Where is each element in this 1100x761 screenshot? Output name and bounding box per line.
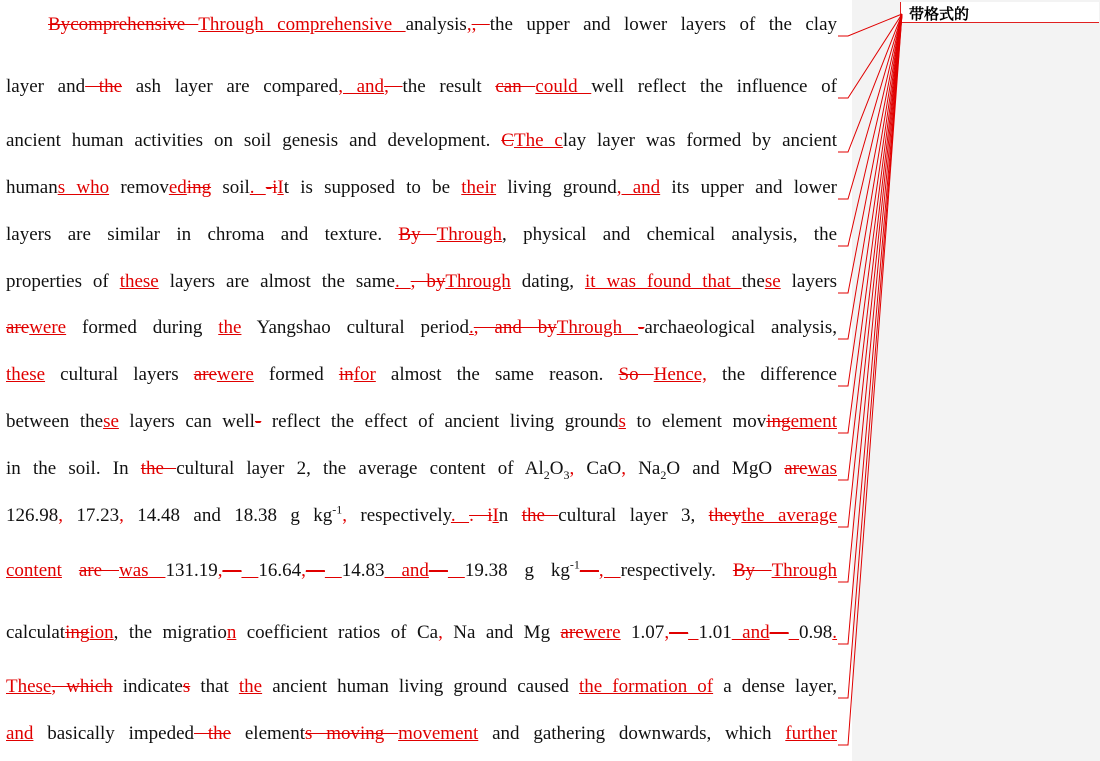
text-run: living ground bbox=[496, 177, 617, 198]
inserted-text: , bbox=[301, 560, 306, 581]
text-run: lay layer was formed by ancient bbox=[562, 130, 837, 151]
deleted-text: , which bbox=[51, 676, 113, 697]
text-run: 2 bbox=[660, 467, 667, 482]
inserted-text: were bbox=[29, 317, 67, 338]
text-line bbox=[6, 270, 837, 294]
deleted-text: the bbox=[521, 505, 559, 526]
text-run: coefficient ratios of Ca bbox=[236, 622, 439, 643]
text-run: and MgO bbox=[692, 458, 785, 479]
text-run: 14.48 and 18.38 bbox=[123, 505, 291, 526]
text-run: the result bbox=[402, 76, 496, 97]
text-run: indicate bbox=[112, 676, 183, 697]
deleted-text: are bbox=[784, 458, 808, 479]
text-line bbox=[6, 457, 837, 481]
deleted-text: are bbox=[78, 560, 119, 581]
inserted-text: n bbox=[226, 622, 237, 643]
text-run: human bbox=[6, 177, 58, 198]
text-run: layer and bbox=[6, 76, 86, 97]
deleted-text: ing bbox=[186, 177, 212, 198]
inserted-text: , bbox=[342, 505, 347, 526]
balloon-label: 带格式的 bbox=[909, 5, 970, 23]
text-run: , the migratio bbox=[113, 622, 227, 643]
text-run: -1 bbox=[332, 502, 343, 517]
inserted-text: these bbox=[6, 364, 46, 385]
text-run: , physical and chemical analysis, the bbox=[502, 224, 838, 245]
deleted-text: can bbox=[495, 76, 536, 97]
inserted-text: s bbox=[618, 411, 626, 432]
inserted-text: further bbox=[785, 723, 837, 744]
text-run: 17.23 bbox=[63, 505, 120, 526]
inserted-text: , and bbox=[338, 76, 385, 97]
deleted-text: — bbox=[305, 560, 325, 581]
deleted-text: , bbox=[384, 76, 403, 97]
inserted-text: These bbox=[6, 676, 52, 697]
text-run: respectively bbox=[346, 505, 451, 526]
inserted-text: . bbox=[394, 271, 411, 292]
text-run: its upper and lower bbox=[660, 177, 838, 198]
inserted-text: Through bbox=[445, 271, 511, 292]
inserted-text: was bbox=[807, 458, 837, 479]
text-run: layers bbox=[780, 271, 837, 292]
text-run: layers are similar in chroma and texture. bbox=[6, 224, 399, 245]
deleted-text: So bbox=[618, 364, 654, 385]
deleted-text: , bbox=[471, 14, 490, 35]
markup-margin bbox=[852, 0, 1100, 761]
text-run: 19.38 g kg bbox=[464, 560, 570, 581]
text-run: element bbox=[231, 723, 305, 744]
inserted-text: the bbox=[238, 676, 263, 697]
text-run: dating, bbox=[510, 271, 585, 292]
deleted-text: By bbox=[48, 14, 71, 35]
inserted-text: Through comprehensive bbox=[198, 14, 406, 35]
deleted-text: s moving bbox=[305, 723, 399, 744]
text-run: in the soil. In bbox=[6, 458, 141, 479]
inserted-text: , bbox=[438, 622, 443, 643]
inserted-text: ed bbox=[168, 177, 187, 198]
text-run: analysis bbox=[405, 14, 467, 35]
text-run: 1.07 bbox=[620, 622, 665, 643]
inserted-text: and bbox=[6, 723, 34, 744]
inserted-text: the average bbox=[741, 505, 838, 526]
deleted-text: ing bbox=[766, 411, 791, 432]
inserted-text: , bbox=[569, 458, 575, 479]
text-run: properties of bbox=[6, 271, 120, 292]
text-run: the upper and lower layers of the clay bbox=[489, 14, 838, 35]
text-run: a dense layer, bbox=[713, 676, 838, 697]
text-run: 1.01 bbox=[698, 622, 732, 643]
deleted-text: C bbox=[501, 130, 514, 151]
text-run: archaeological analysis, bbox=[644, 317, 837, 338]
deleted-text: they bbox=[708, 505, 742, 526]
deleted-text: ing bbox=[65, 622, 90, 643]
deleted-text: are bbox=[6, 317, 30, 338]
inserted-text: were bbox=[216, 364, 254, 385]
text-run: cultural layer 3, bbox=[558, 505, 709, 526]
text-run: CaO bbox=[574, 458, 622, 479]
inserted-text: was bbox=[118, 560, 166, 581]
deleted-text: — bbox=[428, 560, 448, 581]
inserted-text bbox=[448, 560, 465, 581]
text-run: ancient human living ground caused bbox=[262, 676, 579, 697]
text-line bbox=[6, 675, 837, 699]
inserted-text: the bbox=[218, 317, 242, 338]
inserted-text: . bbox=[469, 317, 474, 338]
inserted-text: the formation of bbox=[579, 676, 714, 697]
deleted-text: the bbox=[85, 76, 123, 97]
inserted-text: se bbox=[103, 411, 119, 432]
deleted-text: - bbox=[638, 317, 645, 338]
deleted-text: the bbox=[140, 458, 177, 479]
text-line bbox=[6, 223, 837, 247]
text-run: 126.98 bbox=[6, 505, 59, 526]
text-run: soil bbox=[211, 177, 250, 198]
text-run: n bbox=[498, 505, 522, 526]
inserted-text: ement bbox=[790, 411, 837, 432]
text-run: 131.19 bbox=[165, 560, 218, 581]
inserted-text: Hence, bbox=[653, 364, 707, 385]
text-line bbox=[6, 176, 837, 200]
text-run: basically impeded bbox=[33, 723, 195, 744]
text-run: formed bbox=[253, 364, 339, 385]
inserted-text: , and bbox=[616, 177, 661, 198]
deleted-text: , by bbox=[410, 271, 446, 292]
text-run: g kg bbox=[290, 505, 333, 526]
text-line bbox=[48, 13, 837, 37]
deleted-text: are bbox=[560, 622, 584, 643]
text-run: the difference bbox=[706, 364, 837, 385]
text-run: the bbox=[741, 271, 765, 292]
inserted-text bbox=[241, 560, 258, 581]
inserted-text bbox=[789, 622, 799, 643]
inserted-text: , bbox=[119, 505, 124, 526]
text-run: 2 bbox=[543, 467, 550, 482]
inserted-text: . bbox=[450, 505, 470, 526]
deleted-text: , and by bbox=[473, 317, 557, 338]
text-run: 0.98 bbox=[799, 622, 833, 643]
text-run: that bbox=[190, 676, 239, 697]
inserted-text bbox=[688, 622, 698, 643]
deleted-text: s bbox=[182, 676, 191, 697]
inserted-text: their bbox=[461, 177, 497, 198]
deleted-text: By bbox=[398, 224, 437, 245]
text-run: t is supposed to be bbox=[283, 177, 462, 198]
text-run: -1 bbox=[569, 557, 580, 572]
text-run: O bbox=[666, 458, 693, 479]
deleted-text: comprehensive bbox=[70, 14, 199, 35]
text-run: well reflect the influence of bbox=[591, 76, 838, 97]
inserted-text: movement bbox=[398, 723, 479, 744]
inserted-text: The c bbox=[513, 130, 563, 151]
text-run: reflect the effect of ancient living ground bbox=[261, 411, 619, 432]
deleted-text: . i bbox=[469, 505, 493, 526]
text-run: cultural layers bbox=[45, 364, 194, 385]
inserted-text: . bbox=[249, 177, 266, 198]
inserted-text: Through bbox=[556, 317, 639, 338]
inserted-text: for bbox=[353, 364, 376, 385]
text-run: respectively. bbox=[620, 560, 733, 581]
inserted-text: ion bbox=[89, 622, 114, 643]
inserted-text: Through bbox=[771, 560, 838, 581]
text-run: 3 bbox=[563, 467, 570, 482]
text-line bbox=[6, 129, 837, 153]
inserted-text: , bbox=[621, 458, 627, 479]
text-run: O bbox=[549, 458, 564, 479]
text-run: Yangshao cultural period bbox=[241, 317, 470, 338]
text-run: layers can well bbox=[118, 411, 255, 432]
text-run: 14.83 bbox=[341, 560, 385, 581]
inserted-text: . bbox=[832, 622, 838, 643]
text-line bbox=[6, 621, 837, 645]
inserted-text: , bbox=[664, 622, 670, 643]
deleted-text: — bbox=[669, 622, 689, 643]
text-line bbox=[6, 722, 837, 746]
text-run bbox=[62, 560, 79, 581]
inserted-text: , bbox=[466, 14, 472, 35]
inserted-text: it was found that bbox=[584, 271, 742, 292]
text-run: formed during bbox=[66, 317, 219, 338]
text-line bbox=[6, 559, 837, 583]
inserted-text bbox=[325, 560, 342, 581]
text-run: ancient human activities on soil genesis and development. bbox=[6, 130, 502, 151]
deleted-text: the bbox=[194, 723, 232, 744]
deleted-text: — bbox=[579, 560, 599, 581]
inserted-text: se bbox=[764, 271, 781, 292]
inserted-text: I bbox=[277, 177, 284, 198]
deleted-text: — bbox=[222, 560, 242, 581]
text-line bbox=[6, 410, 837, 434]
deleted-text: By bbox=[732, 560, 772, 581]
deleted-text: are bbox=[193, 364, 217, 385]
inserted-text: , bbox=[598, 560, 621, 581]
text-run: calculat bbox=[6, 622, 66, 643]
inserted-text: , bbox=[217, 560, 223, 581]
deleted-text: — bbox=[769, 622, 789, 643]
deleted-text: - bbox=[254, 411, 262, 432]
inserted-text: could bbox=[535, 76, 592, 97]
inserted-text: were bbox=[583, 622, 621, 643]
text-run: 16.64 bbox=[258, 560, 302, 581]
text-run: ash layer are compared bbox=[122, 76, 339, 97]
text-run: almost the same reason. bbox=[375, 364, 619, 385]
deleted-text: in bbox=[338, 364, 354, 385]
text-line bbox=[6, 316, 837, 340]
text-line bbox=[6, 504, 837, 528]
text-line bbox=[6, 75, 837, 99]
text-run: between the bbox=[6, 411, 104, 432]
inserted-text: s who bbox=[57, 177, 110, 198]
inserted-text: I bbox=[492, 505, 499, 526]
inserted-text: content bbox=[6, 560, 62, 581]
text-run: Na and Mg bbox=[442, 622, 561, 643]
inserted-text: and bbox=[384, 560, 429, 581]
inserted-text: and bbox=[731, 622, 770, 643]
deleted-text: - bbox=[265, 177, 273, 198]
text-run: and gathering downwards, which bbox=[478, 723, 786, 744]
inserted-text: , bbox=[58, 505, 63, 526]
text-run: to element mov bbox=[625, 411, 767, 432]
comment-balloon[interactable] bbox=[900, 2, 1099, 23]
text-run: cultural layer 2, the average content of Al bbox=[176, 458, 544, 479]
inserted-text: these bbox=[119, 271, 159, 292]
text-line bbox=[6, 363, 837, 387]
text-run: layers are almost the same bbox=[158, 271, 395, 292]
text-run: remov bbox=[109, 177, 169, 198]
deleted-text: i bbox=[272, 177, 278, 198]
text-run: Na bbox=[626, 458, 661, 479]
inserted-text: Through bbox=[436, 224, 503, 245]
